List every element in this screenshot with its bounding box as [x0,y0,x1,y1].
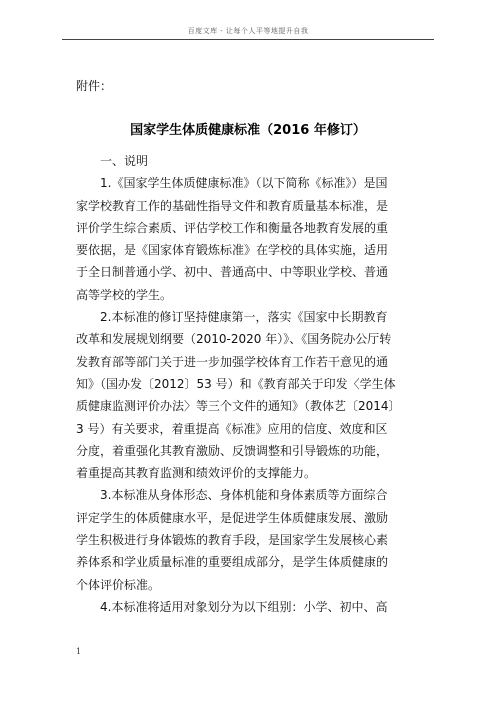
document-title: 国家学生体质健康标准（2016 年修订） [130,123,366,138]
paragraph-list [76,172,422,618]
attachment-label: 附件： [76,79,113,93]
paragraph [76,484,422,595]
paragraph-line: 4.本标准将适用对象划分为以下组别：小学、初中、高 [100,599,388,614]
paragraph-line: 养体系和学业质量标准的重要组成部分，是学生体质健康的 [76,555,389,570]
paragraph-line: 改革和发展规划纲要（2010-2020 年）》、《国务院办公厅转 [76,332,392,347]
paragraph-line: 3 号）有关要求，着重提高《标准》应用的信度、效度和区 [76,421,388,436]
paragraph-line: 3.本标准从身体形态、身体机能和身体素质等方面综合 [100,488,388,503]
paragraph-line: 学生积极进行身体锻炼的教育手段，是国家学生发展核心素 [76,533,389,548]
paragraph-line: 着重提高其教育监测和绩效评价的支撑能力。 [76,466,317,481]
paragraph-line: 要依据，是《国家体育锻炼标准》在学校的具体实施，适用 [76,243,389,258]
paragraph [76,172,422,306]
paragraph-line: 个体评价标准。 [76,577,161,592]
paragraph-line: 高等学校的学生。 [76,287,173,302]
paragraph-line: 2.本标准的修订坚持健康第一，落实《国家中长期教育 [100,310,388,325]
header-divider [62,39,434,40]
document-body [76,150,422,618]
paragraph-line: 家学校教育工作的基础性指导文件和教育质量基本标准，是 [76,198,389,213]
paragraph [76,306,422,484]
page-header: 百度文库 - 让每个人平等地提升自我 [187,27,309,35]
paragraph [76,596,422,618]
paragraph-line: 分度，着重强化其教育激励、反馈调整和引导锻炼的功能， [76,443,389,458]
paragraph-line: 评价学生综合素质、评估学校工作和衡量各地教育发展的重 [76,220,389,235]
page-number: 1 [76,647,82,656]
paragraph-line: 于全日制普通小学、初中、普通高中、中等职业学校、普通 [76,265,389,280]
paragraph-line: 评定学生的体质健康水平，是促进学生体质健康发展、激励 [76,510,389,525]
paragraph-line: 质健康监测评价办法〉等三个文件的通知》（教体艺〔2014〕 [76,399,401,414]
paragraph-line: 1.《国家学生体质健康标准》（以下简称《标准》）是国 [100,176,388,191]
paragraph-line: 知》（国办发〔2012〕53 号）和《教育部关于印发〈学生体 [76,376,396,391]
paragraph-line: 发教育部等部门关于进一步加强学校体育工作若干意见的通 [76,354,389,369]
section-heading: 一、说明 [100,154,149,168]
